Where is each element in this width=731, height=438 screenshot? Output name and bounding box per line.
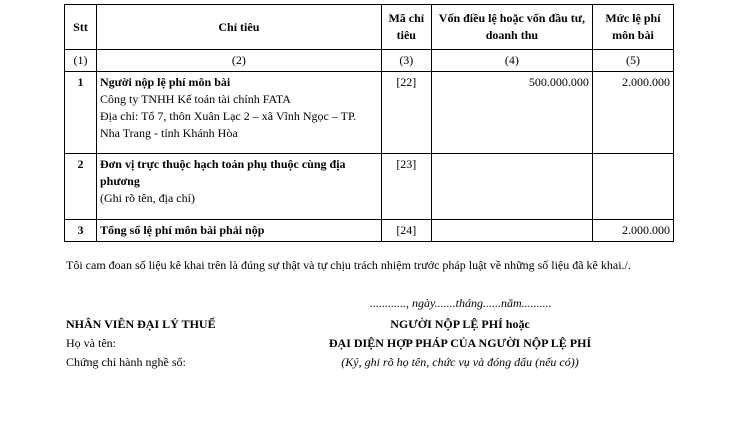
agent-title: NHÂN VIÊN ĐẠI LÝ THUẾ [66, 317, 216, 331]
date-line: ............, ngày.......tháng......năm.......... [370, 296, 552, 310]
row-von [431, 220, 592, 242]
row-phi: 2.000.000 [592, 220, 673, 242]
header-chi-tieu: Chỉ tiêu [96, 5, 381, 50]
header-row [65, 5, 674, 50]
payer-representative-title: ĐẠI DIỆN HỢP PHÁP CỦA NGƯỜI NỘP LỆ PHÍ [328, 336, 592, 350]
row-chi-tieu [96, 154, 381, 220]
row-title: Người nộp lệ phí môn bài [99, 75, 231, 89]
tax-agent-block [66, 315, 216, 372]
row-detail: (Ghi rõ tên, địa chỉ) [99, 191, 195, 205]
fee-declaration-table [64, 4, 674, 242]
index-cell: (2) [96, 50, 381, 72]
declaration-text: Tôi cam đoan số liệu kê khai trên là đúng sự thật và tự chịu trách nhiệm trước pháp luật về những số liệu đã kê khai./. [66, 258, 631, 272]
index-row [65, 50, 674, 72]
row-phi: 2.000.000 [592, 72, 673, 154]
row-detail: Công ty TNHH Kế toán tài chính FATA [99, 92, 291, 106]
row-chi-tieu [96, 220, 381, 242]
row-detail: Địa chỉ: Tổ 7, thôn Xuân Lạc 2 – xã Vĩnh Ngọc – TP. Nha Trang - tỉnh Khánh Hòa [99, 109, 357, 140]
row-code: [24] [381, 220, 431, 242]
agent-cert-label: Chứng chỉ hành nghề số: [66, 355, 186, 369]
row-code: [22] [381, 72, 431, 154]
row-stt: 1 [65, 72, 97, 154]
index-cell: (4) [431, 50, 592, 72]
index-cell: (1) [65, 50, 97, 72]
index-cell: (3) [381, 50, 431, 72]
agent-name-label: Họ và tên: [66, 336, 116, 350]
row-phi [592, 154, 673, 220]
payer-title: NGƯỜI NỘP LỆ PHÍ hoặc [390, 317, 530, 331]
header-ma-chi-tieu: Mã chỉ tiêu [381, 5, 431, 50]
table-row [65, 154, 674, 220]
row-title: Tổng số lệ phí môn bài phải nộp [99, 223, 265, 237]
header-stt: Stt [65, 5, 97, 50]
row-chi-tieu [96, 72, 381, 154]
signature-note: (Ký, ghi rõ họ tên, chức vụ và đóng dấu (nếu có)) [341, 355, 579, 369]
row-stt: 3 [65, 220, 97, 242]
row-von: 500.000.000 [431, 72, 592, 154]
index-cell: (5) [592, 50, 673, 72]
table-row [65, 72, 674, 154]
header-muc-phi: Mức lệ phí môn bài [592, 5, 673, 50]
row-von [431, 154, 592, 220]
row-stt: 2 [65, 154, 97, 220]
header-von: Vốn điều lệ hoặc vốn đầu tư, doanh thu [431, 5, 592, 50]
table-row [65, 220, 674, 242]
payer-signature-block [310, 315, 610, 372]
row-code: [23] [381, 154, 431, 220]
row-title: Đơn vị trực thuộc hạch toán phụ thuộc cùng địa phương [99, 157, 346, 188]
